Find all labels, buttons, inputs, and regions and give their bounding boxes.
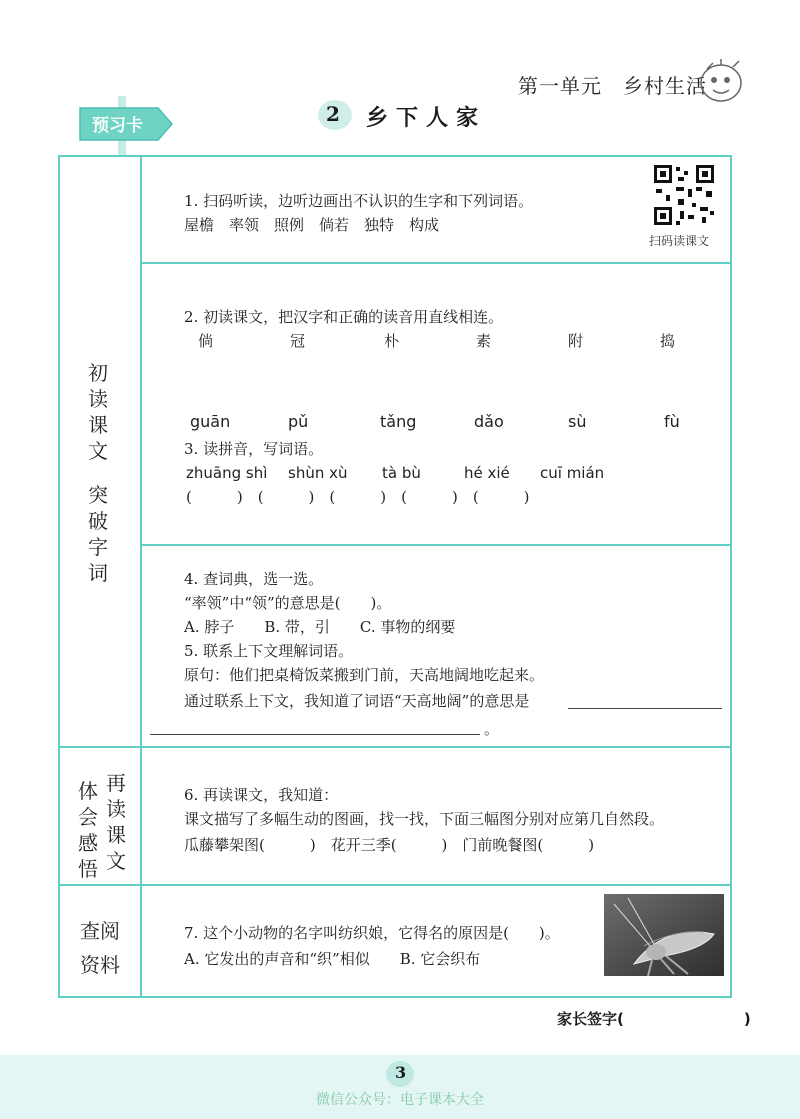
- katydid-photo: [604, 894, 724, 976]
- q4-prompt: 4. 查词典，选一选。: [184, 570, 324, 588]
- badge-label: 预习卡: [92, 116, 143, 136]
- q3-pinyin: zhuāng shì: [186, 464, 268, 482]
- frame-divider: [140, 155, 142, 998]
- q6-items[interactable]: 瓜藤攀架图( ) 花开三季( ) 门前晚餐图( ): [184, 836, 595, 854]
- q3-answer-brackets[interactable]: ( ) ( ) ( ) ( ) ( ): [186, 488, 530, 506]
- side-label-reread: 再 读 课 文: [106, 771, 126, 873]
- q5-prompt: 5. 联系上下文理解词语。: [184, 642, 354, 660]
- worksheet-frame: [58, 155, 732, 998]
- q2-char: 朴: [384, 332, 400, 350]
- q2-char: 附: [568, 332, 584, 350]
- row-divider: [58, 884, 732, 886]
- unit-title: 第一单元 乡村生活: [518, 74, 707, 98]
- parent-signature[interactable]: [557, 1008, 751, 1029]
- q3-pinyin: shùn xù: [288, 464, 348, 482]
- q2-char: 倘: [198, 332, 214, 350]
- q5-fill-text: 通过联系上下文，我知道了词语“天高地阔”的意思是: [184, 692, 530, 710]
- q3-prompt: 3. 读拼音，写词语。: [184, 440, 324, 458]
- q4-options[interactable]: A. 脖子 B. 带，引 C. 事物的纲要: [184, 618, 456, 636]
- q5-original: 原句：他们把桌椅饭菜搬到门前，天高地阔地吃起来。: [184, 666, 545, 684]
- qr-code-icon[interactable]: [652, 163, 716, 227]
- q7-options[interactable]: A. 它发出的声音和“织”相似 B. 它会织布: [184, 950, 481, 968]
- q6-text: 课文描写了多幅生动的图画，找一找，下面三幅图分别对应第几自然段。: [184, 810, 665, 828]
- side-label-read: 初 读 课 文 突 破 字 词: [88, 361, 108, 585]
- page-number: 3: [395, 1063, 407, 1082]
- signature-label: 家长签字( ): [557, 1010, 751, 1028]
- footer-note: 微信公众号：电子课本大全: [316, 1092, 484, 1108]
- answer-line[interactable]: [568, 708, 722, 709]
- q6-prompt: 6. 再读课文，我知道：: [184, 786, 339, 804]
- q3-pinyin: hé xié: [464, 464, 510, 482]
- lesson-title: 乡下人家: [366, 106, 487, 131]
- q5-end: 。: [484, 720, 500, 738]
- q2-pinyin: tǎng: [380, 412, 417, 431]
- q3-pinyin: tà bù: [382, 464, 421, 482]
- cartoon-icon: [695, 55, 747, 107]
- q7-prompt: 7. 这个小动物的名字叫纺织娘，它得名的原因是( )。: [184, 924, 560, 942]
- q2-char: 捣: [660, 332, 676, 350]
- q2-prompt: 2. 初读课文，把汉字和正确的读音用直线相连。: [184, 308, 504, 326]
- q1-words: 屋檐 率领 照例 倘若 独特 构成: [184, 216, 440, 234]
- q2-pinyin: fù: [664, 412, 680, 431]
- q2-char: 冠: [290, 332, 306, 350]
- row-divider: [140, 544, 732, 546]
- q2-pinyin: dǎo: [474, 412, 504, 431]
- answer-line[interactable]: [150, 734, 480, 735]
- q2-pinyin: sù: [568, 412, 587, 431]
- q1-prompt: 1. 扫码听读，边听边画出不认识的生字和下列词语。: [184, 192, 534, 210]
- side-label-research: 查阅 资料: [80, 919, 120, 977]
- q4-question: “率领”中“领”的意思是( )。: [184, 594, 392, 612]
- row-divider: [140, 262, 732, 264]
- q2-pinyin: pǔ: [288, 412, 309, 431]
- q2-char: 素: [476, 332, 492, 350]
- qr-caption: 扫码读课文: [649, 234, 710, 248]
- side-label-feel: 体 会 感 悟: [78, 779, 98, 881]
- q3-pinyin: cuī mián: [540, 464, 605, 482]
- q2-pinyin: guān: [190, 412, 231, 431]
- lesson-number: 2: [326, 102, 340, 126]
- row-divider: [58, 746, 732, 748]
